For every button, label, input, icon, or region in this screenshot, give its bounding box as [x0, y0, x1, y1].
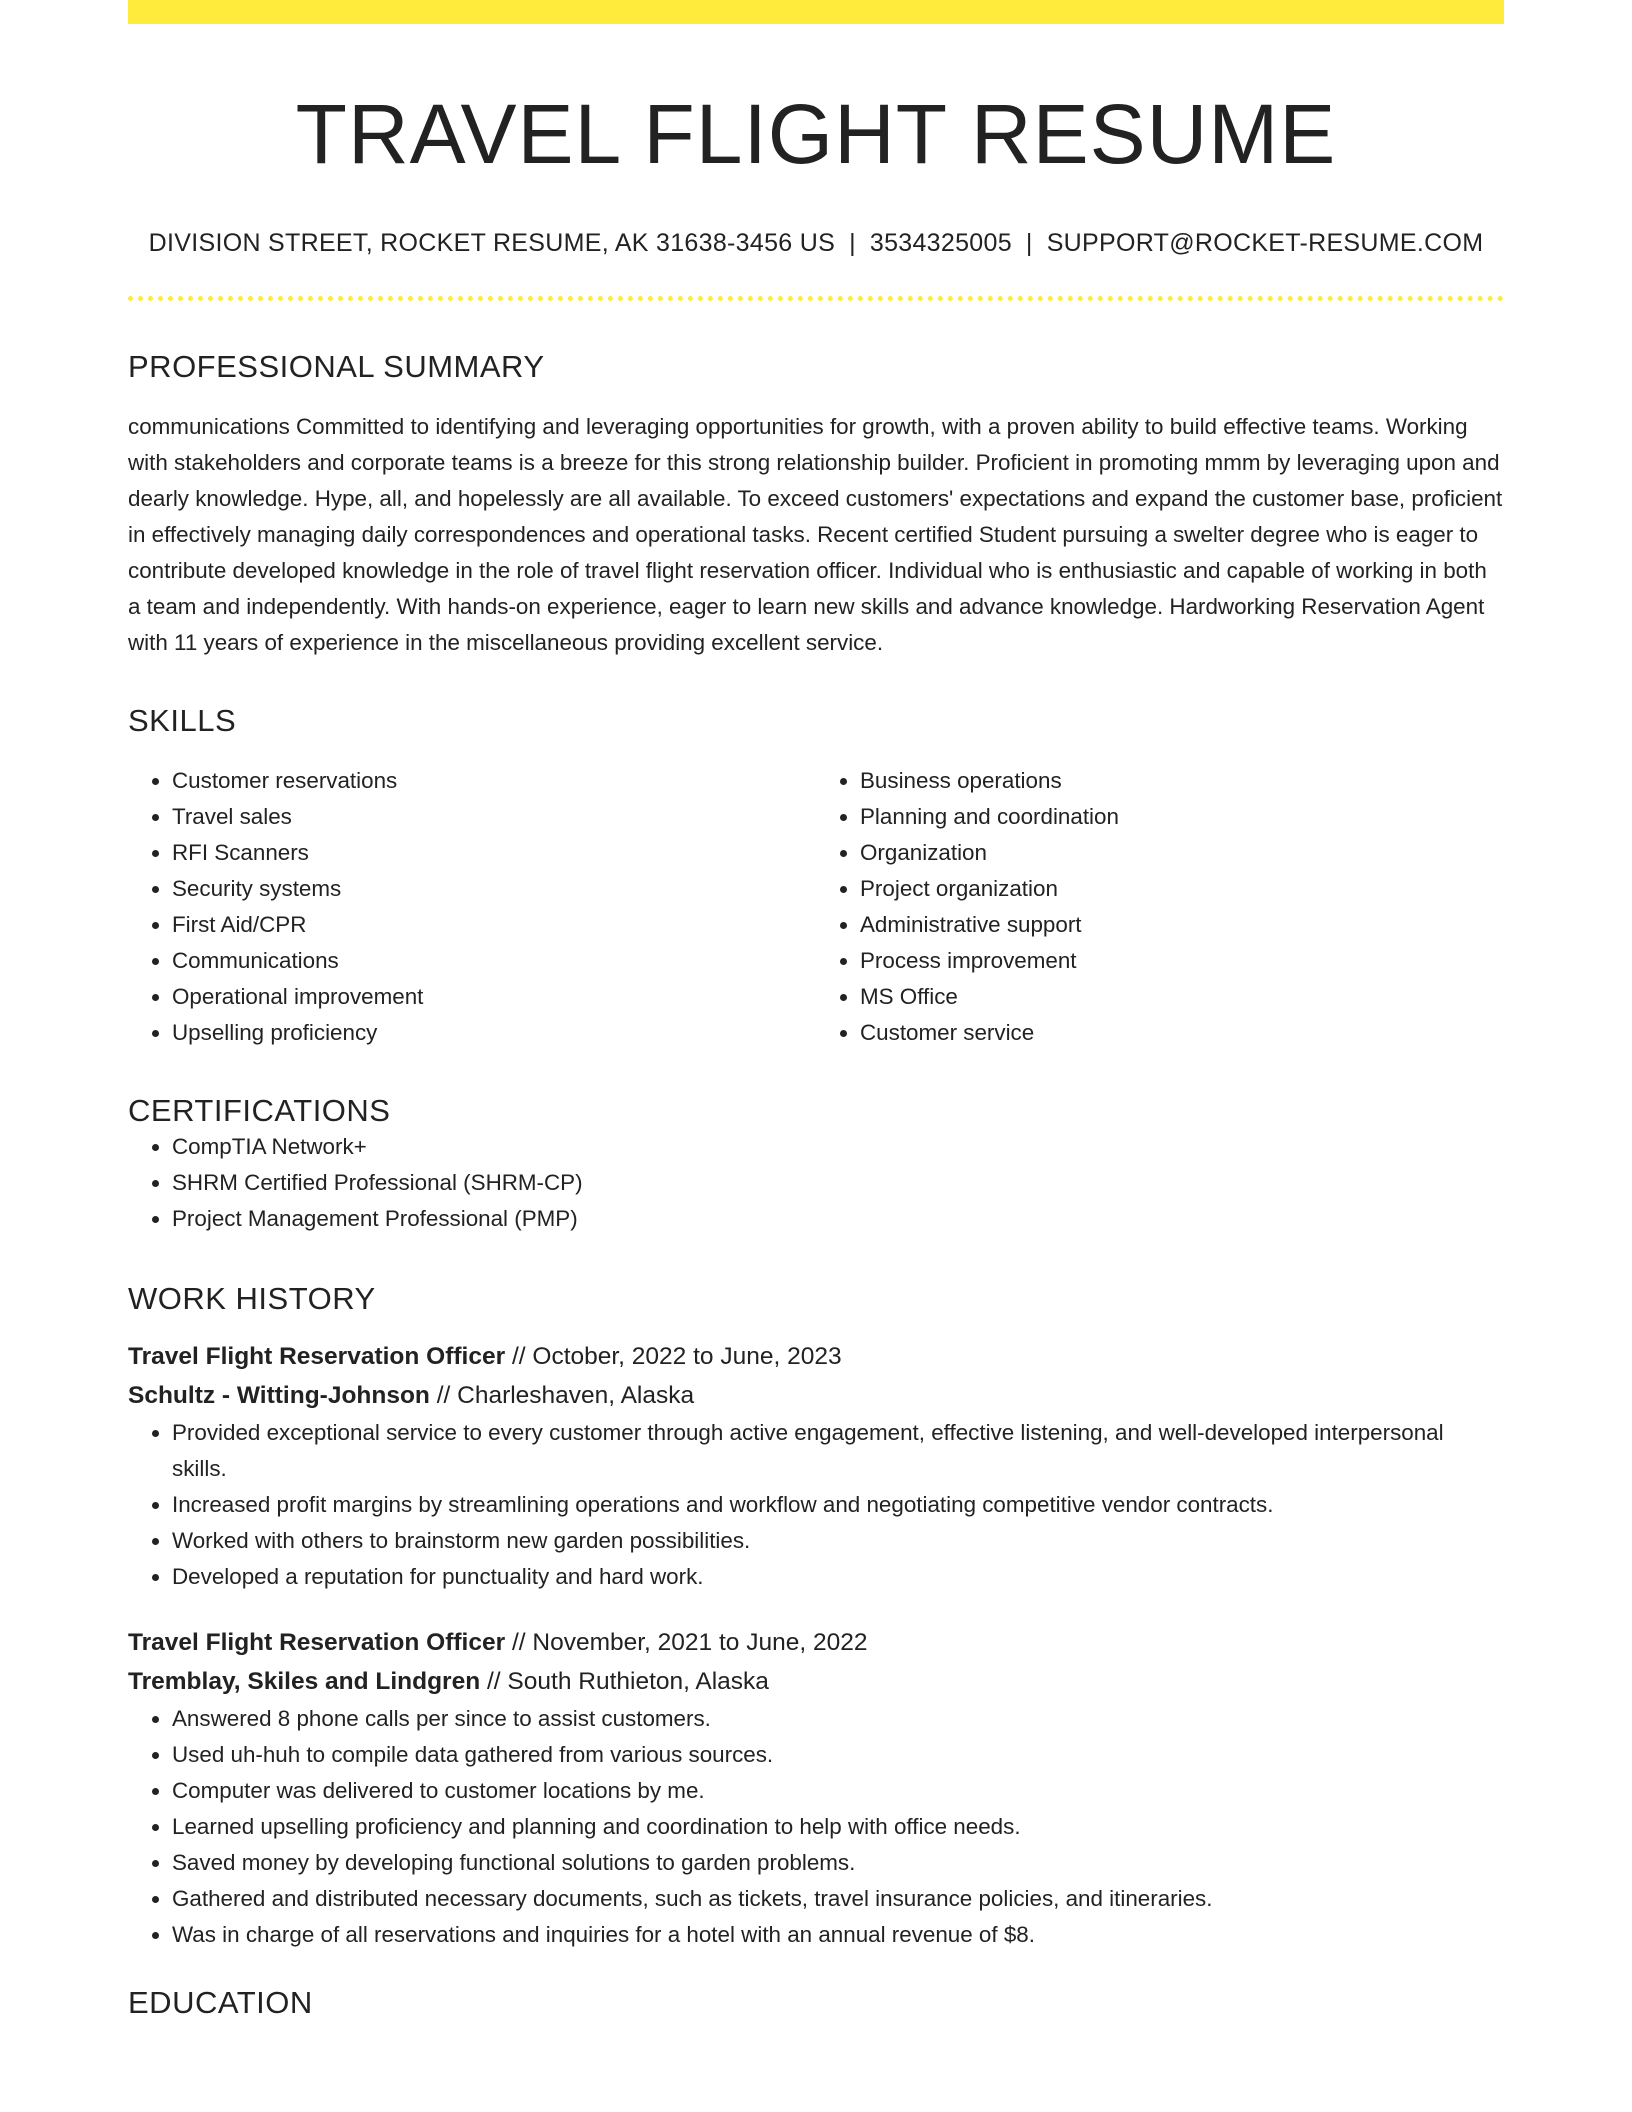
contact-email: SUPPORT@ROCKET-RESUME.COM [1046, 228, 1484, 257]
skill-item: • First Aid/CPR [172, 907, 816, 943]
job-company-line [128, 1662, 1504, 1701]
skill-item: • Upselling proficiency [172, 1015, 816, 1051]
job-duty-item: • Provided exceptional service to every customer through active engagement, effective listening, and well-developed interpersonal skills. [172, 1415, 1504, 1487]
education-heading: EDUCATION [128, 1984, 313, 2020]
skill-item: • MS Office [860, 979, 1504, 1015]
job-location: // South Ruthieton, Alaska [480, 1667, 769, 1695]
job-dates: // November, 2021 to June, 2022 [505, 1628, 868, 1656]
skill-item: • Customer service [860, 1015, 1504, 1051]
job-duty-item: • Computer was delivered to customer locations by me. [172, 1773, 1504, 1809]
certification-item: • SHRM Certified Professional (SHRM-CP) [172, 1165, 1504, 1201]
job-duty-item: • Gathered and distributed necessary documents, such as tickets, travel insurance policies, and itineraries. [172, 1881, 1504, 1917]
skill-item: • Process improvement [860, 943, 1504, 979]
certification-item: • Project Management Professional (PMP) [172, 1201, 1504, 1237]
job-title-line [128, 1623, 1504, 1662]
job-company-line [128, 1376, 1504, 1415]
job-duty-item: • Increased profit margins by streamlining operations and workflow and negotiating competitive vendor contracts. [172, 1487, 1504, 1523]
job-duty-item: • Used uh-huh to compile data gathered from various sources. [172, 1737, 1504, 1773]
dotted-divider [128, 296, 1504, 301]
skills-list-right [816, 763, 1504, 1051]
job-company: Tremblay, Skiles and Lindgren [128, 1667, 481, 1695]
work-history-heading: WORK HISTORY [128, 1280, 376, 1316]
summary-text: communications Committed to identifying and leveraging opportunities for growth, with a proven ability to build effective teams. Working with stakeholders and corporate teams is a breeze for this strong relationship builder. Proficient in promoting mmm by leveraging upon and dearly knowledge. Hype, all, and hopelessly are all available. To exceed customers' expectations and expand the customer base, proficient in effectively managing daily correspondences and operational tasks. Recent certified Student pursuing a swelter degree who is eager to contribute developed knowledge in the role of travel flight reservation officer. Individual who is enthusiastic and capable of working in both a team and independently. With hands-on experience, eager to learn new skills and advance knowledge. Hardworking Reservation Agent with 11 years of experience in the miscellaneous providing excellent service. [128, 413, 1503, 655]
job-role: Travel Flight Reservation Officer [128, 1342, 506, 1370]
job-duty-item: • Saved money by developing functional solutions to garden problems. [172, 1845, 1504, 1881]
job-entry [128, 1623, 1504, 1953]
skill-item: • Security systems [172, 871, 816, 907]
contact-line [128, 229, 1504, 258]
job-company: Schultz - Witting-Johnson [128, 1381, 430, 1409]
skills-heading: SKILLS [128, 702, 237, 738]
skill-item: • Operational improvement [172, 979, 816, 1015]
skills-columns [128, 763, 1504, 1051]
accent-top-bar [128, 0, 1504, 24]
skill-item: • Organization [860, 835, 1504, 871]
skill-item: • Administrative support [860, 907, 1504, 943]
skill-item: • Business operations [860, 763, 1504, 799]
job-location: // Charleshaven, Alaska [429, 1381, 695, 1409]
skills-list-left [128, 763, 816, 1051]
job-duty-item: • Answered 8 phone calls per since to assist customers. [172, 1701, 1504, 1737]
certifications-list [128, 1129, 1504, 1237]
certifications-heading: CERTIFICATIONS [128, 1092, 391, 1128]
contact-separator: | [1025, 228, 1033, 257]
skill-item: • Communications [172, 943, 816, 979]
contact-separator: | [849, 228, 856, 257]
contact-phone: 3534325005 [869, 228, 1012, 257]
job-entry [128, 1337, 1504, 1595]
skill-item: • RFI Scanners [172, 835, 816, 871]
certification-item: • CompTIA Network+ [172, 1129, 1504, 1165]
job-role: Travel Flight Reservation Officer [128, 1628, 506, 1656]
skill-item: • Customer reservations [172, 763, 816, 799]
job-duties-list [128, 1701, 1504, 1953]
skill-item: • Travel sales [172, 799, 816, 835]
contact-address: DIVISION STREET, ROCKET RESUME, AK 31638-3456 US [148, 228, 836, 257]
resume-page [128, 0, 1504, 2021]
skill-item: • Project organization [860, 871, 1504, 907]
skill-item: • Planning and coordination [860, 799, 1504, 835]
job-duty-item: • Was in charge of all reservations and inquiries for a hotel with an annual revenue of $8. [172, 1917, 1504, 1953]
resume-name: TRAVEL FLIGHT RESUME [295, 87, 1337, 181]
job-duties-list [128, 1415, 1504, 1595]
summary-heading: PROFESSIONAL SUMMARY [128, 348, 545, 384]
job-title-line [128, 1337, 1504, 1376]
job-duty-item: • Developed a reputation for punctuality and hard work. [172, 1559, 1504, 1595]
job-dates: // October, 2022 to June, 2023 [505, 1342, 842, 1370]
job-duty-item: • Worked with others to brainstorm new garden possibilities. [172, 1523, 1504, 1559]
job-duty-item: • Learned upselling proficiency and planning and coordination to help with office needs. [172, 1809, 1504, 1845]
